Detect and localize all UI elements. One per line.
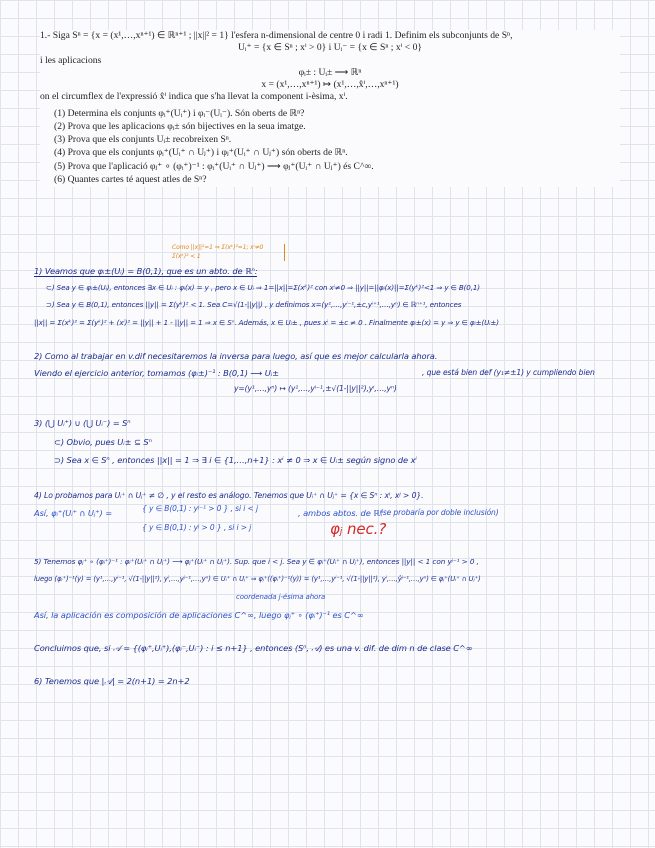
section-3-line-b: ⊃) Sea x ∈ Sⁿ , entonces ||x|| = 1 ⇒ ∃ i ∈ {1,…,n+1} : xⁱ ≠ 0 ⇒ x ∈ Uᵢ± según signo de xⁱ [54, 455, 417, 465]
section-3-line-a: ⊂) Obvio, pues Uᵢ± ⊆ Sⁿ [54, 437, 152, 447]
section-4-line-b: Así, φᵢ⁺(Uᵢ⁺ ∩ Uⱼ⁺) = [34, 508, 113, 518]
section-4-case-2: { y ∈ B(0,1) : yʲ > 0 } , si i > j [142, 523, 252, 532]
task-list [54, 108, 620, 187]
task-item: (4) Prova que els conjunts φᵢ⁺(Uᵢ⁺ ∩ Uⱼ⁺) i φⱼ⁺(Uᵢ⁺ ∩ Uⱼ⁺) són oberts de ℝⁿ. [54, 147, 348, 159]
section-4-case-1: { y ∈ B(0,1) : yʲ⁻¹ > 0 } , si i < j [142, 504, 258, 513]
section-4-line-a: 4) Lo probamos para Uᵢ⁺ ∩ Uⱼ⁺ ≠ ∅ , y el resto es análogo. Tenemos que Uᵢ⁺ ∩ Uⱼ⁺ = {x ∈ Sⁿ : xⁱ, xʲ > 0}. [34, 491, 424, 500]
section-2-line-a: 2) Como al trabajar en v.dif necesitaremos la inversa para luego, así que es mejor calcularla ahora. [34, 351, 438, 361]
section-3-title: 3) (⋃ Uᵢ⁺) ∪ (⋃ Uᵢ⁻) = Sⁿ [34, 418, 131, 428]
section-5-line-d: Así, la aplicación es composición de aplicaciones C^∞, luego φⱼ⁺ ∘ (φᵢ⁺)⁻¹ es C^∞ [34, 610, 364, 620]
section-4-line-f: (se probaría por doble inclusión) [380, 508, 499, 517]
section-5-line-a: 5) Tenemos φⱼ⁺ ∘ (φᵢ⁺)⁻¹ : φᵢ⁺(Uᵢ⁺ ∩ Uⱼ⁺) ⟶ φⱼ⁺(Uᵢ⁺ ∩ Uⱼ⁺). Sup. que i < j. Sea y ∈ φᵢ⁺(Uᵢ⁺ ∩ Uⱼ⁺), entonces ||y|| < 1 con yʲ⁻¹ > 0 , [34, 557, 479, 566]
problem-map-rule: x = (x¹,…,xⁿ⁺¹) ↦ (x¹,…,x̂ⁱ,…,xⁿ⁺¹) [261, 79, 399, 91]
conclusion: Concluimos que, si 𝒜 = {(φᵢ⁺,Uᵢ⁺),(φᵢ⁻,Uᵢ⁻) : i ≤ n+1} , entonces (Sⁿ, 𝒜) es una v. dif. de dim n de clase C^∞ [34, 643, 473, 653]
orange-note-1: Como ||x||²=1 ⇒ Σ(xᵏ)²=1; xⁱ≠0 [172, 244, 264, 251]
section-4-line-e: , ambos abtos. de ℝⁿ [298, 508, 383, 518]
section-5-line-b: luego (φᵢ⁺)⁻¹(y) = (y¹,…,yⁱ⁻¹, √(1-||y||²), yⁱ,…,yʲ⁻¹,…,yⁿ) ∈ Uᵢ⁺ ∩ Uⱼ⁺ ⇒ φⱼ⁺((φᵢ⁺)⁻¹(y)) = (y¹,…,yⁱ⁻¹, √(1-||y||²), yⁱ,…,ŷʲ⁻¹,…,yⁿ) ∈ φⱼ⁺(Uᵢ⁺ ∩ Uⱼ⁺) [34, 575, 481, 583]
task-item: (1) Determina els conjunts φᵢ⁺(Uᵢ⁺) i φᵢ⁻(Uᵢ⁻). Són oberts de ℝⁿ? [54, 107, 305, 119]
problem-statement [40, 30, 620, 187]
section-1-line-b: ⊃) Sea y ∈ B(0,1), entonces ||y|| = Σ(yᵏ)² < 1. Sea C=√(1-||y||) , y definimos x=(y¹,…,yⁱ⁻¹,±c,yⁱ⁺¹,…,yⁿ) ∈ ℝⁿ⁺¹, entonces [46, 300, 462, 309]
section-1-line-c: ||x|| = Σ(xᵏ)² = Σ(yᵏ)² + (xⁱ)² = ||y|| + 1 - ||y|| = 1 ⇒ x ∈ Sⁿ. Además, x ∈ Uᵢ± , pues xⁱ = ±c ≠ 0 . Finalmente φᵢ±(x) = y ⇒ y ∈ φᵢ±(Uᵢ±) [34, 318, 499, 327]
problem-intro: 1.- Siga Sⁿ = {x = (x¹,…,xⁿ⁺¹) ∈ ℝⁿ⁺¹ ; ||x||² = 1} l'esfera n-dimensional de centre 0 i radi 1. Definim els subconjunts de Sⁿ, [40, 30, 513, 41]
task-item: (5) Prova que l'aplicació φⱼ⁺ ∘ (φᵢ⁺)⁻¹ : φᵢ⁺(Uᵢ⁺ ∩ Uⱼ⁺) ⟶ φⱼ⁺(Uᵢ⁺ ∩ Uⱼ⁺) és C^∞. [54, 160, 374, 172]
section-2-line-b2: , que está bien def (y₁≠±1) y cumpliendo bien [422, 368, 595, 377]
problem-map-def: φᵢ± : Uᵢ± ⟶ ℝⁿ [298, 66, 362, 78]
task-item: (3) Prova que els conjunts Uᵢ± recobreixen Sⁿ. [54, 134, 232, 146]
orange-brace [280, 244, 285, 261]
section-1-title: 1) Veamos que φᵢ±(Uᵢ) = B(0,1), que es un abto. de ℝⁿ: [34, 266, 258, 276]
problem-note: on el circumflex de l'expressió x̂ⁱ indica que s'ha llevat la component i-èsima, xⁱ. [40, 91, 348, 103]
section-2-line-c: y=(y¹,…,yⁿ) ↦ (y¹,…,yⁱ⁻¹,±√(1-||y||²),yⁱ,…,yⁿ) [234, 384, 397, 393]
section-6: 6) Tenemos que |𝒜| = 2(n+1) = 2n+2 [34, 676, 190, 686]
task-item: (2) Prova que les aplicacions φᵢ± són bijectives en la seua imatge. [54, 120, 306, 132]
section-1-line-a: ⊂) Sea y ∈ φᵢ±(Uᵢ), entonces ∃x ∈ Uᵢ : φᵢ(x) = y , pero x ∈ Uᵢ ⇒ 1=||x||=Σ(xᵏ)² con xⁱ≠0 ⇒ ||y||=||φᵢ(x)||=Σ(yᵏ)²<1 ⇒ y ∈ B(0,1) [46, 283, 480, 292]
red-note: φⱼ nec.? [330, 520, 387, 538]
orange-note-2: Σ(xᵏ)² < 1 [172, 253, 201, 260]
section-2-line-b: Viendo el ejercicio anterior, tomamos (φᵢ±)⁻¹ : B(0,1) ⟶ Uᵢ± [34, 368, 279, 378]
section-5-annotation: coordenada j-ésima ahora [236, 593, 326, 601]
problem-maps-intro: i les aplicacions [40, 54, 102, 66]
task-item: (6) Quantes cartes té aquest atles de Sⁿ? [54, 173, 207, 185]
problem-sets: Uᵢ⁺ = {x ∈ Sⁿ ; xⁱ > 0} i Uᵢ⁻ = {x ∈ Sⁿ ; xⁱ < 0} [238, 42, 422, 54]
